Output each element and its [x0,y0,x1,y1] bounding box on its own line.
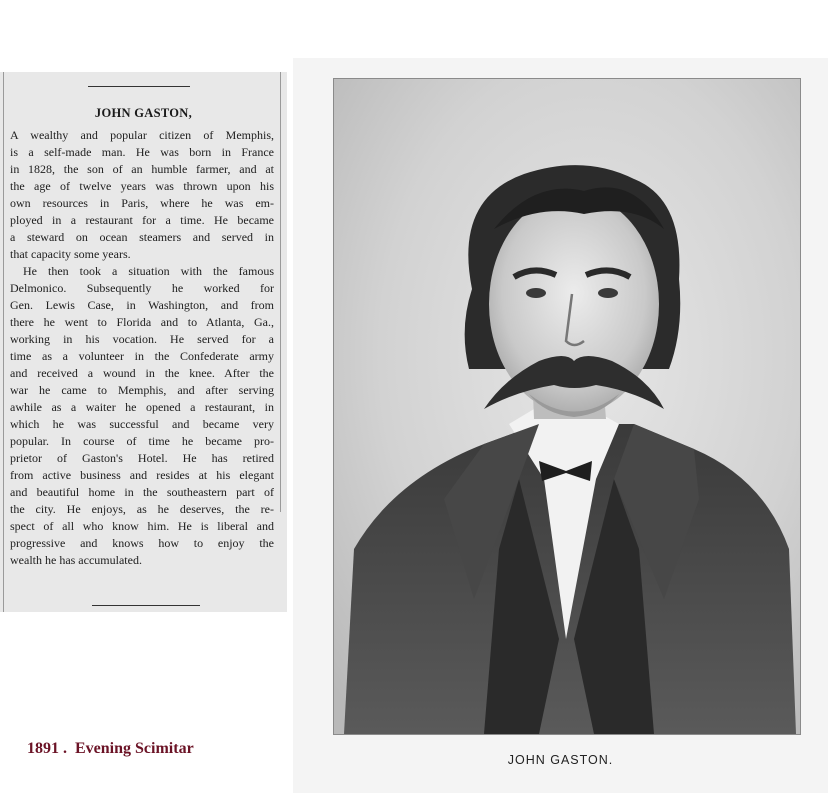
article-line: and received a wound in the knee. After the [10,366,274,380]
article-line: ployed in a restaurant for a time. He became [10,213,274,227]
clipping-left-edge [3,72,4,612]
newspaper-clipping [0,72,287,612]
article-line: a steward on ocean steamers and served in [10,230,274,244]
article-line: A wealthy and popular citizen of Memphis, [10,128,274,142]
article-line: He then took a situation with the famous [23,264,274,278]
article-line: popular. In course of time he became pro- [10,434,274,448]
article-line: prietor of Gaston's Hotel. He has retired [10,451,274,465]
portrait-caption: JOHN GASTON. [507,753,614,767]
article-line: wealth he has accumulated. [10,553,142,567]
bottom-rule [92,605,200,606]
clipping-right-edge [280,72,281,512]
article-line: Gen. Lewis Case, in Washington, and from [10,298,274,312]
source-caption: 1891 . Evening Scimitar [27,740,194,757]
portrait-frame [333,78,801,735]
article-line: the age of twelve years was thrown upon his [10,179,274,193]
article-line: from active business and resides at his elegant [10,468,274,482]
article-line: war he came to Memphis, and after serving [10,383,274,397]
article-line: time as a volunteer in the Confederate army [10,349,274,363]
article-line: that capacity some years. [10,247,131,261]
article-line: is a self-made man. He was born in France [10,145,274,159]
portrait-engraving [334,79,800,734]
article-line: working in his vocation. He served for a [10,332,274,346]
article-line: own resources in Paris, where he was em- [10,196,274,210]
portrait-plate [293,58,828,793]
article-line: awhile as a waiter he opened a restaurant, in [10,400,274,414]
top-rule [88,86,190,87]
article-line: spect of all who know him. He is liberal and [10,519,274,533]
article-line: and beautiful home in the southeastern part of [10,485,274,499]
paragraph-1 [10,127,274,263]
article-line: which he was successful and became very [10,417,274,431]
paragraph-2 [10,263,274,569]
article-line: Delmonico. Subsequently he worked for [10,281,274,295]
article-body [10,127,274,569]
article-line: the city. He enjoys, as he deserves, the re- [10,502,274,516]
article-line: there he went to Florida and to Atlanta, Ga., [10,315,274,329]
article-line: in 1828, the son of an humble farmer, and at [10,162,274,176]
article-line: progressive and knows how to enjoy the [10,536,274,550]
article-heading: JOHN GASTON, [94,106,193,120]
